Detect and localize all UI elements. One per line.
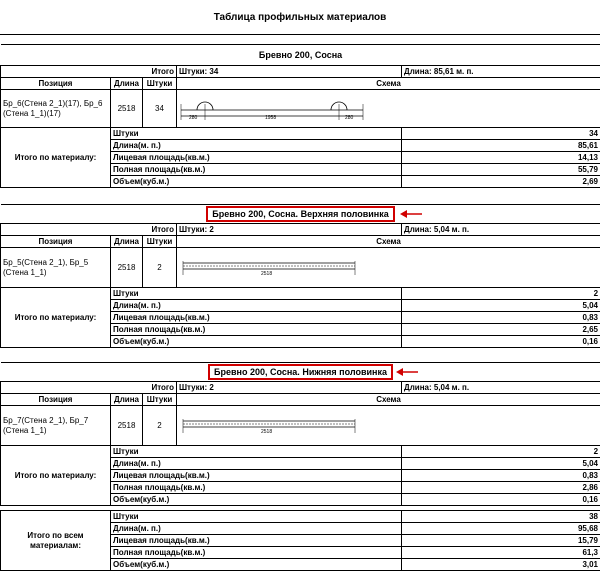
section-3-total-pieces: Штуки: 2 bbox=[177, 382, 402, 394]
row-value: 14,13 bbox=[402, 152, 600, 164]
row-label: Штуки bbox=[111, 446, 402, 458]
row-label: Полная площадь(кв.м.) bbox=[111, 547, 402, 559]
section-2-name: Бревно 200, Сосна. Верхняя половинка bbox=[206, 206, 394, 222]
row-label: Полная площадь(кв.м.) bbox=[111, 324, 402, 336]
grand-total-table bbox=[0, 510, 600, 571]
col-position: Позиция bbox=[1, 394, 111, 406]
row-label: Длина(м. п.) bbox=[111, 523, 402, 535]
log-profile-drawing bbox=[177, 92, 367, 122]
section-3-table bbox=[0, 354, 600, 506]
row-value: 0,16 bbox=[402, 494, 600, 506]
section-1-length: 2518 bbox=[111, 90, 143, 128]
section-1-name: Бревно 200, Сосна bbox=[1, 45, 600, 66]
section-2-total-length: Длина: 5,04 м. п. bbox=[402, 224, 600, 236]
section-2-scheme bbox=[177, 248, 600, 288]
row-value: 2,69 bbox=[402, 176, 600, 188]
row-label: Лицевая площадь(кв.м.) bbox=[111, 312, 402, 324]
col-pieces: Штуки bbox=[143, 394, 177, 406]
col-pieces: Штуки bbox=[143, 236, 177, 248]
section-1-scheme bbox=[177, 90, 600, 128]
half-log-drawing bbox=[177, 251, 367, 281]
dim-length: 2518 bbox=[261, 429, 272, 435]
row-label: Длина(м. п.) bbox=[111, 140, 402, 152]
spacer bbox=[1, 354, 600, 363]
col-scheme: Схема bbox=[177, 78, 600, 90]
col-scheme: Схема bbox=[177, 236, 600, 248]
col-scheme: Схема bbox=[177, 394, 600, 406]
row-label: Длина(м. п.) bbox=[111, 458, 402, 470]
row-label: Штуки bbox=[111, 288, 402, 300]
section-2-total-pieces: Штуки: 2 bbox=[177, 224, 402, 236]
row-label: Лицевая площадь(кв.м.) bbox=[111, 535, 402, 547]
row-value: 0,83 bbox=[402, 470, 600, 482]
section-3-length: 2518 bbox=[111, 406, 143, 446]
row-value: 2,86 bbox=[402, 482, 600, 494]
section-3-pieces: 2 bbox=[143, 406, 177, 446]
row-label: Длина(м. п.) bbox=[111, 300, 402, 312]
col-pieces: Штуки bbox=[143, 78, 177, 90]
row-value: 2 bbox=[402, 288, 600, 300]
section-1-table bbox=[0, 34, 600, 188]
grand-total-label: Итого по всем материалам: bbox=[1, 511, 111, 571]
row-label: Полная площадь(кв.м.) bbox=[111, 164, 402, 176]
row-value: 95,68 bbox=[402, 523, 600, 535]
col-position: Позиция bbox=[1, 78, 111, 90]
dim-middle: 1958 bbox=[265, 115, 276, 121]
section-3-total-length: Длина: 5,04 м. п. bbox=[402, 382, 600, 394]
material-total-label: Итого по материалу: bbox=[1, 288, 111, 348]
section-2-pieces: 2 bbox=[143, 248, 177, 288]
row-label: Лицевая площадь(кв.м.) bbox=[111, 152, 402, 164]
row-value: 2,65 bbox=[402, 324, 600, 336]
row-value: 61,3 bbox=[402, 547, 600, 559]
row-value: 5,04 bbox=[402, 300, 600, 312]
row-value: 15,79 bbox=[402, 535, 600, 547]
red-arrow-icon bbox=[400, 209, 422, 219]
row-value: 0,83 bbox=[402, 312, 600, 324]
section-2-total-label: Итого bbox=[1, 224, 177, 236]
row-label: Лицевая площадь(кв.м.) bbox=[111, 470, 402, 482]
col-length: Длина bbox=[111, 78, 143, 90]
row-value: 0,16 bbox=[402, 336, 600, 348]
row-value: 55,79 bbox=[402, 164, 600, 176]
row-label: Полная площадь(кв.м.) bbox=[111, 482, 402, 494]
col-position: Позиция bbox=[1, 236, 111, 248]
col-length: Длина bbox=[111, 394, 143, 406]
material-total-label: Итого по материалу: bbox=[1, 446, 111, 506]
dim-length: 2518 bbox=[261, 271, 272, 277]
row-label: Объем(куб.м.) bbox=[111, 336, 402, 348]
section-2-position: Бр_5(Стена 2_1), Бр_5 (Стена 1_1) bbox=[1, 248, 111, 288]
spacer bbox=[1, 196, 600, 205]
col-length: Длина bbox=[111, 236, 143, 248]
row-value: 34 bbox=[402, 128, 600, 140]
section-1-total-label: Итого bbox=[1, 66, 177, 78]
row-label: Штуки bbox=[111, 128, 402, 140]
row-label: Объем(куб.м.) bbox=[111, 494, 402, 506]
row-value: 3,01 bbox=[402, 559, 600, 571]
section-3-title-cell bbox=[1, 363, 600, 382]
section-3-position: Бр_7(Стена 2_1), Бр_7 (Стена 1_1) bbox=[1, 406, 111, 446]
row-value: 2 bbox=[402, 446, 600, 458]
row-value: 38 bbox=[402, 511, 600, 523]
section-3-total-label: Итого bbox=[1, 382, 177, 394]
row-label: Штуки bbox=[111, 511, 402, 523]
dim-right: 280 bbox=[345, 115, 354, 121]
dim-left: 280 bbox=[189, 115, 198, 121]
section-1-total-length: Длина: 85,61 м. п. bbox=[402, 66, 600, 78]
red-arrow-icon bbox=[396, 367, 418, 377]
section-3-scheme bbox=[177, 406, 600, 446]
row-value: 5,04 bbox=[402, 458, 600, 470]
section-2-length: 2518 bbox=[111, 248, 143, 288]
section-2-title-cell bbox=[1, 205, 600, 224]
section-1-position: Бр_6(Стена 2_1)(17), Бр_6 (Стена 1_1)(17) bbox=[1, 90, 111, 128]
section-1-total-pieces: Штуки: 34 bbox=[177, 66, 402, 78]
section-2-table bbox=[0, 196, 600, 348]
row-label: Объем(куб.м.) bbox=[111, 176, 402, 188]
section-3-name: Бревно 200, Сосна. Нижняя половинка bbox=[208, 364, 393, 380]
page-title: Таблица профильных материалов bbox=[0, 0, 600, 35]
material-total-label: Итого по материалу: bbox=[1, 128, 111, 188]
spacer bbox=[1, 34, 600, 45]
row-label: Объем(куб.м.) bbox=[111, 559, 402, 571]
section-1-pieces: 34 bbox=[143, 90, 177, 128]
row-value: 85,61 bbox=[402, 140, 600, 152]
half-log-drawing bbox=[177, 409, 367, 439]
